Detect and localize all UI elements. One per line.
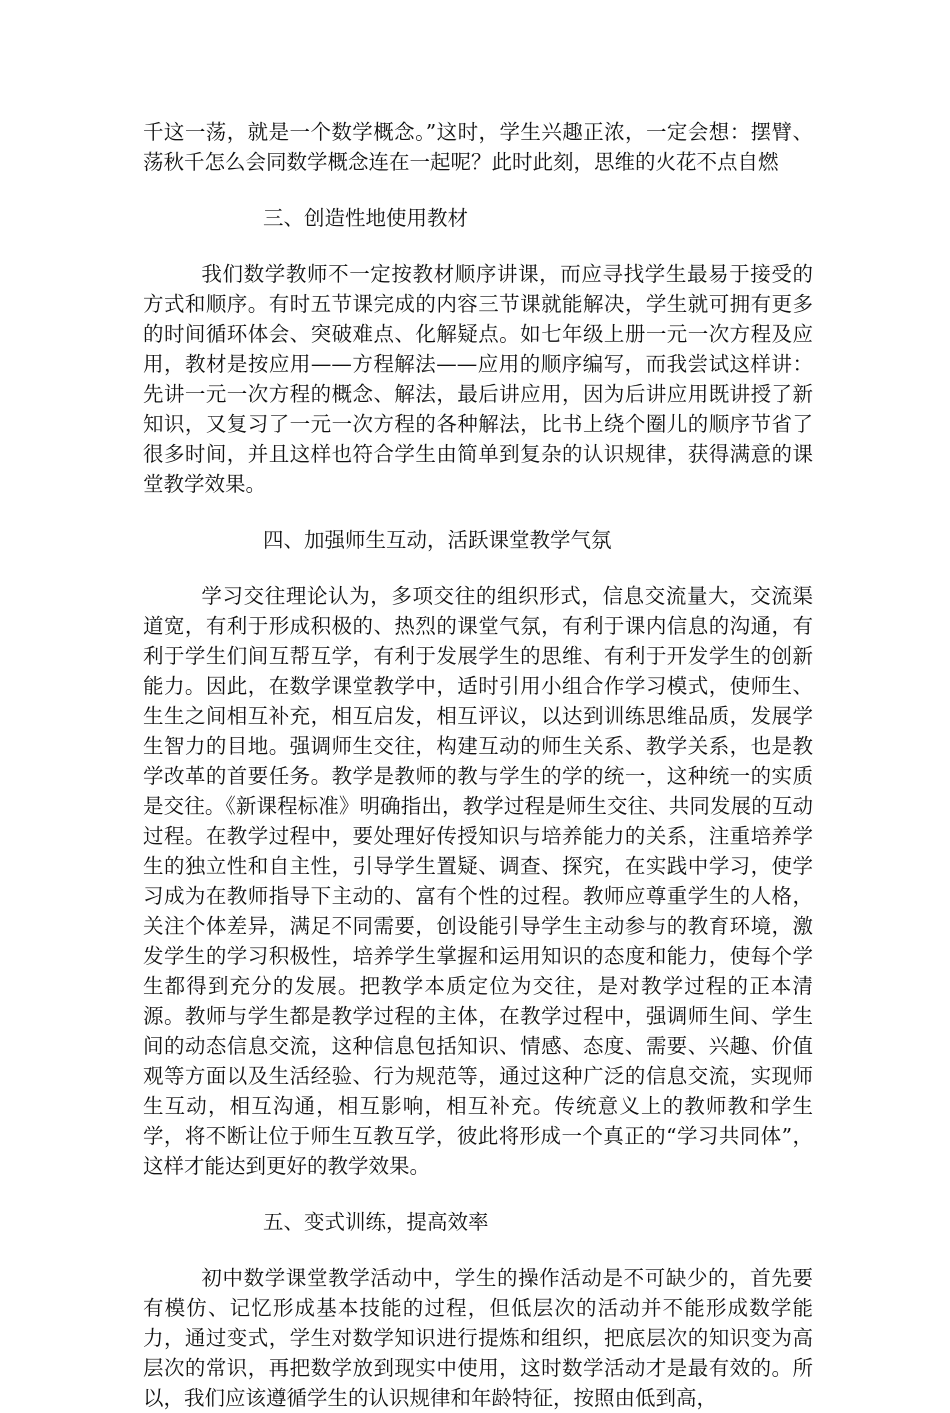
section-heading-5: 五、变式训练，提高效率	[263, 1210, 489, 1234]
section-heading-3: 三、创造性地使用教材	[263, 206, 468, 230]
paragraph-section-4: 学习交往理论认为，多项交往的组织形式，信息交流量大，交流渠道宽，有利于形成积极的、热烈的课堂气氛，有利于课内信息的沟通，有利于学生们间互帮互学，有利于发展学生的思维、有利于开发学生的创新能力。因此，在数学课堂教学中，适时引用小组合作学习模式，使师生、生生之间相互补充，相互启发，相互评议，以达到训练思维品质，发展学生智力的目地。强调师生交往，构建互动的师生关系、教学关系，也是教学改革的首要任务。教学是教师的教与学生的学的统一，这种统一的实质是交往。《新课程标准》明确指出，教学过程是师生交往、共同发展的互动过程。在教学过程中，要处理好传授知识与培养能力的关系，注重培养学生的独立性和自主性，引导学生置疑、调查、探究，在实践中学习，使学习成为在教师指导下主动的、富有个性的过程。教师应尊重学生的人格，关注个体差异，满足不同需要，创设能引导学生主动参与的教育环境，激发学生的学习积极性，培养学生掌握和运用知识的态度和能力，使每个学生都得到充分的发展。把教学本质定位为交往，是对教学过程的正本清源。教师与学生都是教学过程的主体，在教学过程中，强调师生间、学生间的动态信息交流，这种信息包括知识、情感、态度、需要、兴趣、价值观等方面以及生活经验、行为规范等，通过这种广泛的信息交流，实现师生互动，相互沟通，相互影响，相互补充。传统意义上的教师教和学生学，将不断让位于师生互教互学，彼此将形成一个真正的“学习共同体”，这样才能达到更好的教学效果。	[143, 584, 813, 1178]
paragraph-continued: 千这一荡，就是一个数学概念。”这时，学生兴趣正浓，一定会想：摆臂、荡秋千怎么会同数学概念连在一起呢？此时此刻，思维的火花不点自燃	[143, 120, 813, 174]
document-body	[143, 117, 813, 1413]
paragraph-section-5: 初中数学课堂教学活动中，学生的操作活动是不可缺少的，首先要有模仿、记忆形成基本技能的过程，但低层次的活动并不能形成数学能力，通过变式，学生对数学知识进行提炼和组织，把底层次的知识变为高层次的常识，再把数学放到现实中使用，这时数学活动才是最有效的。所以，我们应该遵循学生的认识规律和年龄特征，按照由低到高，	[143, 1266, 813, 1410]
paragraph-section-3: 我们数学教师不一定按教材顺序讲课，而应寻找学生最易于接受的方式和顺序。有时五节课完成的内容三节课就能解决，学生就可拥有更多的时间循环体会、突破难点、化解疑点。如七年级上册一元一次方程及应用，教材是按应用——方程解法——应用的顺序编写，而我尝试这样讲：先讲一元一次方程的概念、解法，最后讲应用，因为后讲应用既讲授了新知识，又复习了一元一次方程的各种解法，比书上绕个圈儿的顺序节省了很多时间，并且这样也符合学生由简单到复杂的认识规律，获得满意的课堂教学效果。	[143, 262, 813, 496]
section-heading-4: 四、加强师生互动，活跃课堂教学气氛	[263, 528, 612, 552]
